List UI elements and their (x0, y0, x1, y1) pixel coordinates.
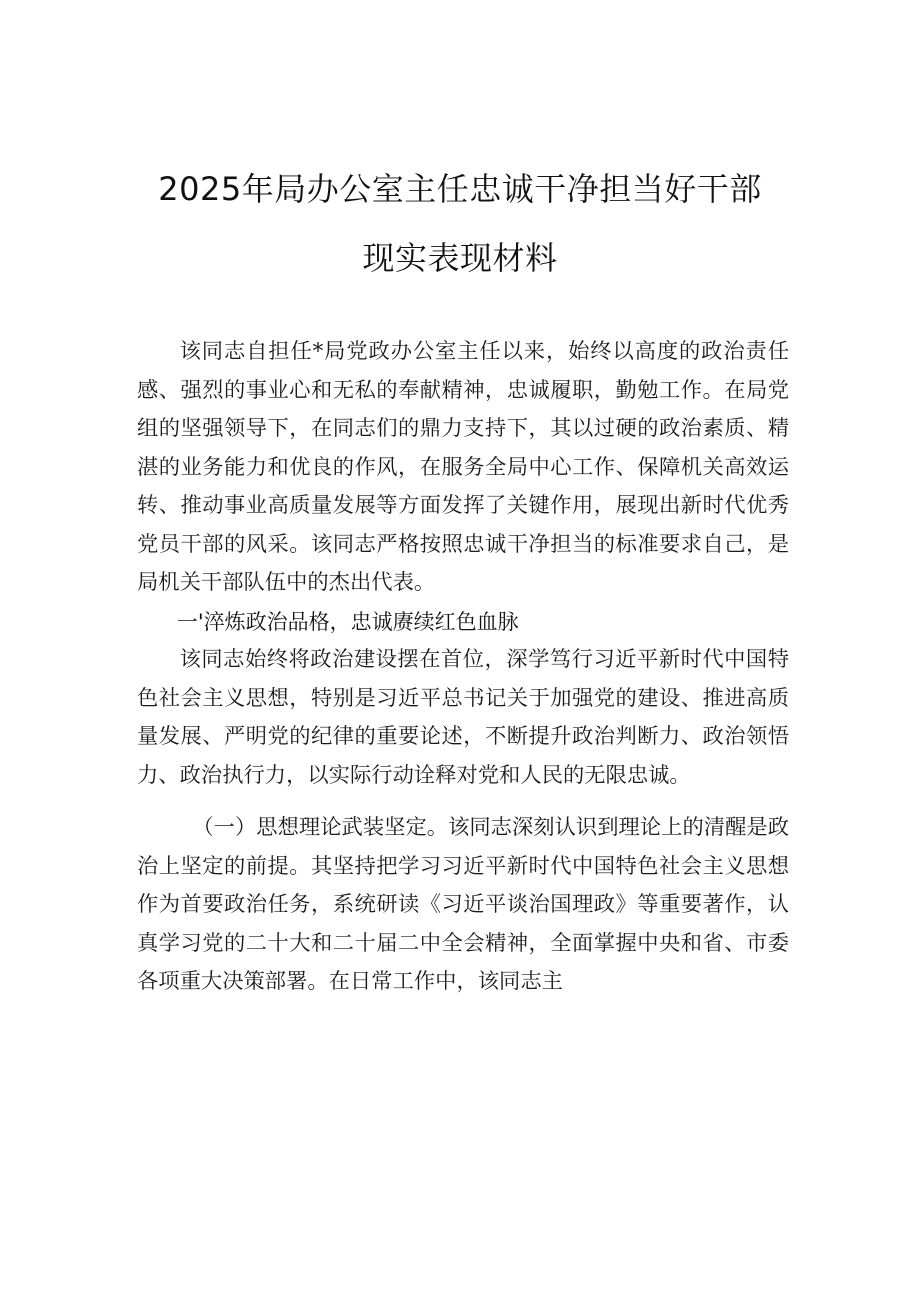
section-1-paragraph: 该同志始终将政治建设摆在首位，深学笃行习近平新时代中国特色社会主义思想，特别是习近平总书记关于加强党的建设、推进高质量发展、严明党的纪律的重要论述，不断提升政治判断力、政治领悟力、政治执行力，以实际行动诠释对党和人民的无限忠诚。 (137, 647, 789, 788)
intro-paragraph: 该同志自担任*局党政办公室主任以来，始终以高度的政治责任感、强烈的事业心和无私的奉献精神，忠诚履职，勤勉工作。在局党组的坚强领导下，在同志们的鼎力支持下，其以过硬的政治素质、精湛的业务能力和优良的作风，在服务全局中心工作、保障机关高效运转、推动事业高质量发展等方面发挥了关键作用，展现出新时代优秀党员干部的风采。该同志严格按照忠诚干净担当的标准要求自己，是局机关干部队伍中的杰出代表。 (137, 339, 789, 595)
section-heading-1: 一'淬炼政治品格，忠诚赓续红色血脉 (176, 609, 519, 634)
subsection-1-paragraph: （一）思想理论武装坚定。该同志深刻认识到理论上的清醒是政治上坚定的前提。其坚持把学习习近平新时代中国特色社会主义思想作为首要政治任务，系统研读《习近平谈治国理政》等重要著作，认真学习党的二十大和二十届二中全会精神，全面掌握中央和省、市委各项重大决策部署。在日常工作中，该同志主 (137, 815, 789, 994)
document-title-line-2: 现实表现材料 (362, 239, 558, 277)
document-title-line-1: 2025年局办公室主任忠诚干净担当好干部 (158, 170, 762, 208)
document-body (137, 333, 789, 1002)
